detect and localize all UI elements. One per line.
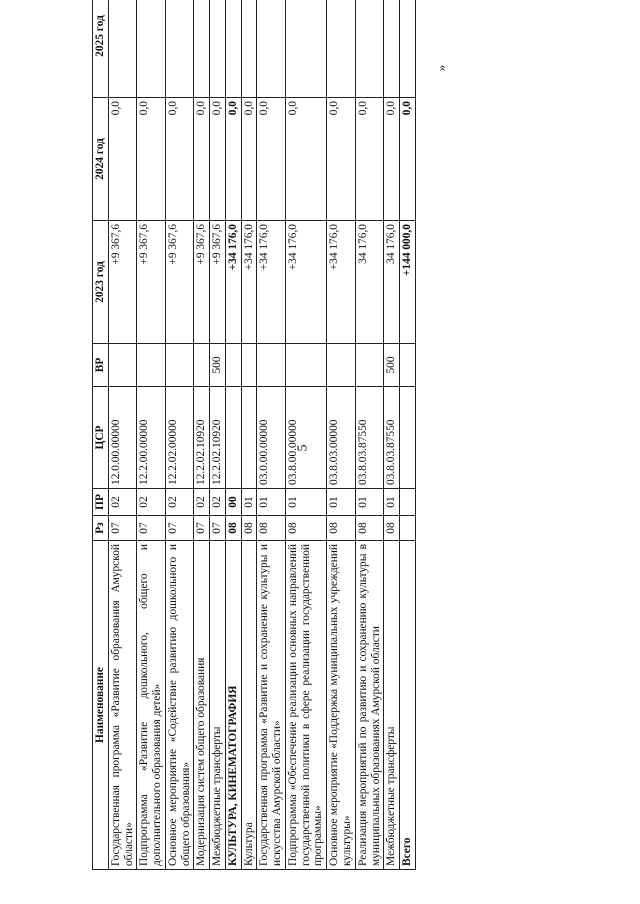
cell-pr: 02 bbox=[194, 489, 210, 516]
table-row bbox=[108, 0, 137, 870]
table-row bbox=[194, 0, 210, 870]
cell-pr bbox=[400, 489, 416, 516]
cell-pr: 01 bbox=[257, 489, 286, 516]
cell-pr: 01 bbox=[355, 489, 384, 516]
cell-2023: +9 367,6 bbox=[108, 221, 137, 344]
cell-2025 bbox=[165, 0, 194, 98]
cell-2024: 0,0 bbox=[225, 98, 241, 221]
cell-name: Подпрограмма «Развитие дошкольного, общего и дополнительного образования детей» bbox=[137, 541, 166, 870]
cell-2025 bbox=[327, 0, 356, 98]
cell-2023: 34 176,0 bbox=[355, 221, 384, 344]
cell-pr: 01 bbox=[327, 489, 356, 516]
cell-2023: +9 367,6 bbox=[165, 221, 194, 344]
cell-rz: 07 bbox=[137, 516, 166, 541]
page-number: 5 bbox=[295, 444, 311, 452]
cell-name: Межбюджетные трансферты bbox=[384, 541, 400, 870]
cell-2024: 0,0 bbox=[194, 98, 210, 221]
cell-name: Культура bbox=[241, 541, 257, 870]
cell-rz: 07 bbox=[108, 516, 137, 541]
cell-vr bbox=[165, 344, 194, 387]
cell-2023: +144 000,0 bbox=[400, 221, 416, 344]
cell-2024: 0,0 bbox=[355, 98, 384, 221]
cell-2024: 0,0 bbox=[400, 98, 416, 221]
cell-name: Основное мероприятие «Поддержка муниципальных учреждений культуры» bbox=[327, 541, 356, 870]
cell-2025 bbox=[194, 0, 210, 98]
cell-rz: 07 bbox=[194, 516, 210, 541]
cell-rz bbox=[400, 516, 416, 541]
cell-pr: 02 bbox=[108, 489, 137, 516]
cell-name: Модернизация систем общего образования bbox=[194, 541, 210, 870]
cell-csr: 03.8.00.00000 bbox=[285, 387, 326, 489]
cell-2023: +9 367,6 bbox=[194, 221, 210, 344]
cell-vr bbox=[241, 344, 257, 387]
table-row bbox=[355, 0, 384, 870]
cell-2024: 0,0 bbox=[257, 98, 286, 221]
cell-csr: 03.0.00.00000 bbox=[257, 387, 286, 489]
table-row bbox=[137, 0, 166, 870]
cell-rz: 07 bbox=[165, 516, 194, 541]
closing-quote-mark: » bbox=[433, 64, 449, 72]
cell-2023: +34 176,0 bbox=[241, 221, 257, 344]
cell-name: Государственная программа «Развитие и сохранение культуры и искусства Амурской области» bbox=[257, 541, 286, 870]
cell-csr: 03.8.03.00000 bbox=[327, 387, 356, 489]
cell-rz: 08 bbox=[257, 516, 286, 541]
cell-pr: 02 bbox=[210, 489, 226, 516]
cell-name: Подпрограмма «Обеспечение реализации основных направлений государственной политики в сфере реализации государственной программы» bbox=[285, 541, 326, 870]
table-row bbox=[285, 0, 326, 870]
cell-pr: 02 bbox=[137, 489, 166, 516]
header-2023: 2023 год bbox=[93, 221, 109, 344]
cell-pr: 01 bbox=[285, 489, 326, 516]
cell-2025 bbox=[384, 0, 400, 98]
table-row bbox=[257, 0, 286, 870]
cell-rz: 08 bbox=[384, 516, 400, 541]
header-pr: ПР bbox=[93, 489, 109, 516]
cell-2023: +34 176,0 bbox=[257, 221, 286, 344]
cell-csr bbox=[400, 387, 416, 489]
cell-2025 bbox=[225, 0, 241, 98]
cell-2024: 0,0 bbox=[285, 98, 326, 221]
table-row bbox=[225, 0, 241, 870]
cell-2023: +34 176,0 bbox=[327, 221, 356, 344]
cell-2023: +34 176,0 bbox=[225, 221, 241, 344]
cell-pr: 01 bbox=[384, 489, 400, 516]
cell-name: Межбюджетные трансферты bbox=[210, 541, 226, 870]
cell-vr bbox=[108, 344, 137, 387]
budget-table bbox=[92, 0, 416, 870]
cell-rz: 08 bbox=[225, 516, 241, 541]
cell-csr: 12.2.00.00000 bbox=[137, 387, 166, 489]
cell-2025 bbox=[355, 0, 384, 98]
cell-2024: 0,0 bbox=[327, 98, 356, 221]
cell-csr: 03.8.03.87550 bbox=[384, 387, 400, 489]
cell-vr bbox=[194, 344, 210, 387]
cell-csr bbox=[225, 387, 241, 489]
cell-vr bbox=[355, 344, 384, 387]
cell-2025 bbox=[400, 0, 416, 98]
cell-2025 bbox=[137, 0, 166, 98]
cell-2023: +34 176,0 bbox=[285, 221, 326, 344]
cell-vr bbox=[137, 344, 166, 387]
cell-pr: 00 bbox=[225, 489, 241, 516]
cell-2025 bbox=[210, 0, 226, 98]
cell-name: Основное мероприятие «Содействие развитию дошкольного и общего образования» bbox=[165, 541, 194, 870]
rotated-table-container bbox=[92, 15, 438, 870]
cell-2024: 0,0 bbox=[108, 98, 137, 221]
header-2024: 2024 год bbox=[93, 98, 109, 221]
cell-2025 bbox=[241, 0, 257, 98]
table-body bbox=[108, 0, 415, 870]
cell-2025 bbox=[257, 0, 286, 98]
cell-vr bbox=[257, 344, 286, 387]
cell-csr bbox=[241, 387, 257, 489]
cell-rz: 08 bbox=[285, 516, 326, 541]
cell-2024: 0,0 bbox=[210, 98, 226, 221]
cell-rz: 08 bbox=[327, 516, 356, 541]
cell-rz: 08 bbox=[355, 516, 384, 541]
cell-vr bbox=[400, 344, 416, 387]
cell-2023: +9 367,6 bbox=[137, 221, 166, 344]
cell-vr bbox=[225, 344, 241, 387]
cell-name: Государственная программа «Развитие образования Амурской области» bbox=[108, 541, 137, 870]
table-row bbox=[241, 0, 257, 870]
cell-csr: 12.0.00.00000 bbox=[108, 387, 137, 489]
cell-vr: 500 bbox=[384, 344, 400, 387]
cell-csr: 12.2.02.10920 bbox=[210, 387, 226, 489]
cell-vr bbox=[285, 344, 326, 387]
cell-csr: 03.8.03.87550 bbox=[355, 387, 384, 489]
table-row bbox=[400, 0, 416, 870]
cell-2024: 0,0 bbox=[137, 98, 166, 221]
cell-pr: 02 bbox=[165, 489, 194, 516]
table-row bbox=[165, 0, 194, 870]
table-header-row bbox=[93, 0, 109, 870]
header-name: Наименование bbox=[93, 541, 109, 870]
cell-2023: +9 367,6 bbox=[210, 221, 226, 344]
header-rz: Рз bbox=[93, 516, 109, 541]
cell-name: Всего bbox=[400, 541, 416, 870]
cell-2023: 34 176,0 bbox=[384, 221, 400, 344]
table-row bbox=[210, 0, 226, 870]
cell-vr bbox=[327, 344, 356, 387]
cell-csr: 12.2.02.10920 bbox=[194, 387, 210, 489]
table-row bbox=[384, 0, 400, 870]
cell-name: Реализация мероприятий по развитию и сохранению культуры в муниципальных образованиях Амурской области bbox=[355, 541, 384, 870]
cell-2025 bbox=[285, 0, 326, 98]
cell-2025 bbox=[108, 0, 137, 98]
header-2025: 2025 год bbox=[93, 0, 109, 98]
cell-vr: 500 bbox=[210, 344, 226, 387]
header-csr: ЦСР bbox=[93, 387, 109, 489]
cell-csr: 12.2.02.00000 bbox=[165, 387, 194, 489]
table-row bbox=[327, 0, 356, 870]
cell-rz: 07 bbox=[210, 516, 226, 541]
header-vr: ВР bbox=[93, 344, 109, 387]
cell-pr: 01 bbox=[241, 489, 257, 516]
cell-2024: 0,0 bbox=[241, 98, 257, 221]
cell-rz: 08 bbox=[241, 516, 257, 541]
cell-2024: 0,0 bbox=[165, 98, 194, 221]
cell-2024: 0,0 bbox=[384, 98, 400, 221]
cell-name: КУЛЬТУРА, КИНЕМАТОГРАФИЯ bbox=[225, 541, 241, 870]
